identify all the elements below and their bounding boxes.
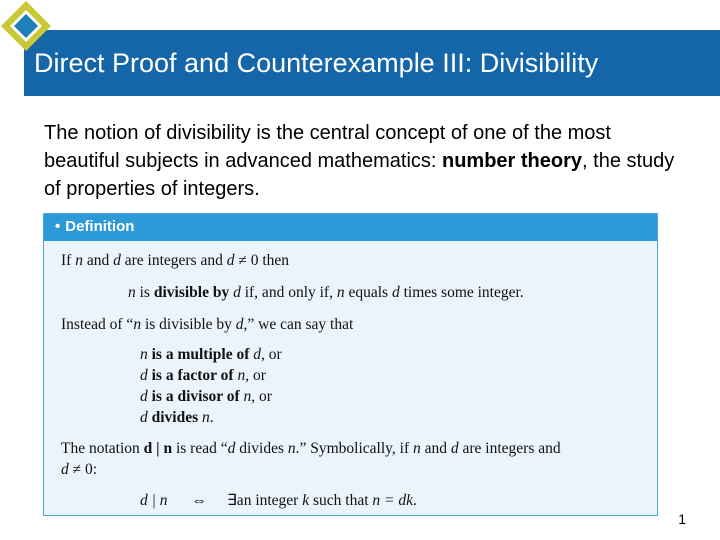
definition-line-3: Instead of “n is divisible by d,” we can say that: [61, 316, 354, 333]
slide-title: Direct Proof and Counterexample III: Divisibility: [34, 48, 599, 78]
definition-label: Definition: [65, 218, 135, 235]
intro-bold-term: number theory: [442, 150, 583, 172]
page-number: 1: [678, 511, 686, 527]
intro-text: The notion of divisibility is the central concept of one of the most beautiful subjects in advanced mathematics:: [44, 122, 611, 172]
definition-title: [55, 218, 134, 236]
alternative-divides: d divides n.: [140, 409, 214, 426]
alternative-divisor: d is a divisor of n, or: [140, 388, 272, 405]
alternative-multiple: n is a multiple of d, or: [140, 346, 282, 363]
definition-box: [43, 213, 658, 516]
bullet-icon: •: [55, 218, 61, 235]
formula: d | n ⇔ ∃an integer k such that n = dk.: [140, 492, 417, 509]
alternative-factor: d is a factor of n, or: [140, 367, 266, 384]
definition-header: [44, 214, 657, 241]
notation-line-1: The notation d | n is read “d divides n.” Symbolically, if n and d are integers and: [61, 440, 561, 457]
intro-paragraph: [44, 119, 684, 203]
definition-line-2: n is divisible by d if, and only if, n equals d times some integer.: [128, 284, 524, 301]
notation-line-2: d ≠ 0:: [61, 461, 98, 478]
intro-text-end: , the study of properties of integers.: [44, 150, 675, 200]
definition-line-1: If n and d are integers and d ≠ 0 then: [61, 252, 290, 269]
